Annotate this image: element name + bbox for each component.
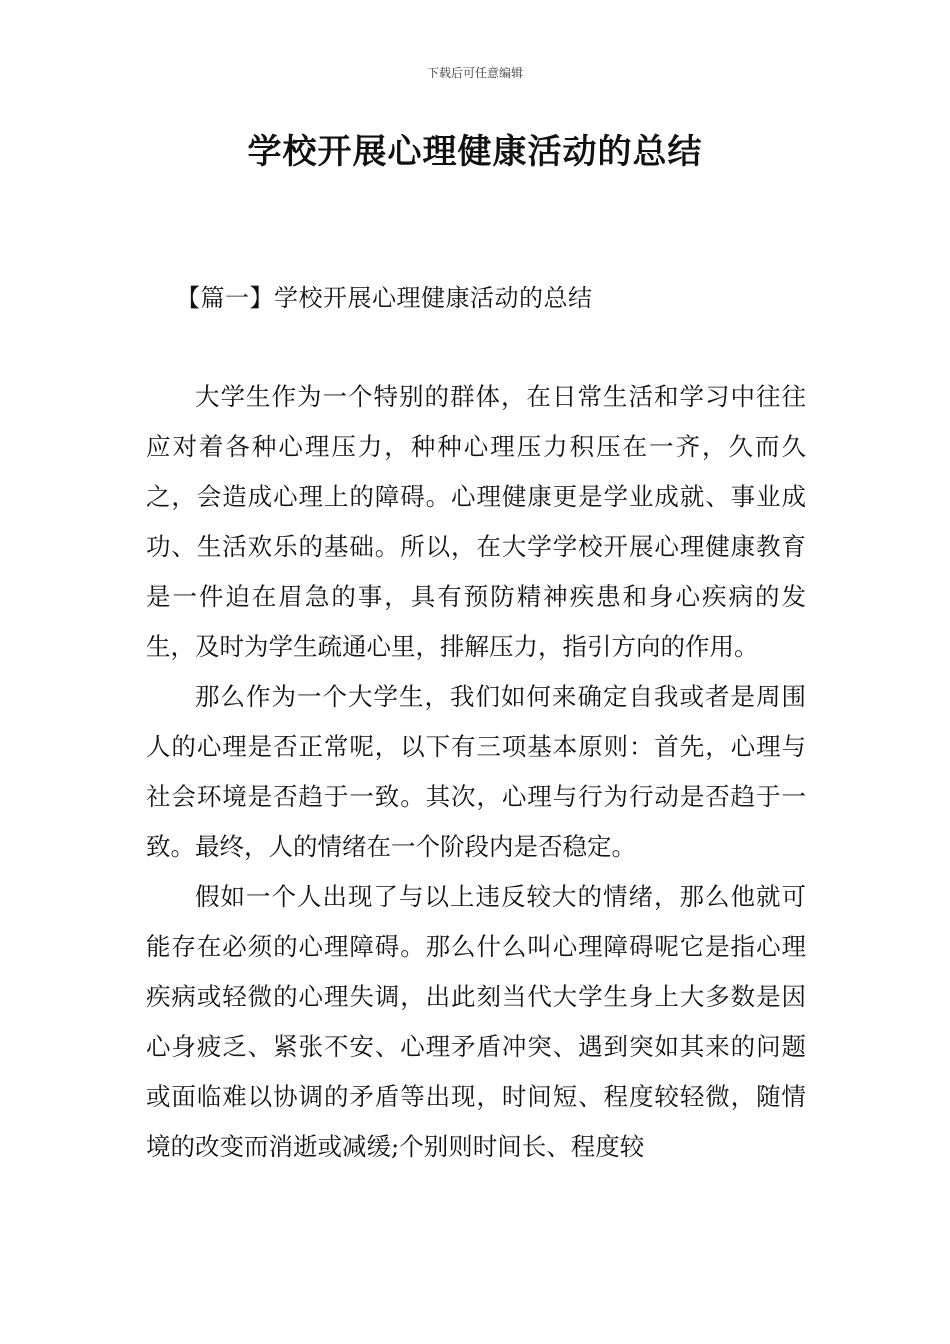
paragraph: 那么作为一个大学生，我们如何来确定自我或者是周围人的心理是否正常呢，以下有三项基本原则：首先，心理与社会环境是否趋于一致。其次，心理与行为行动是否趋于一致。最终，人的情绪在一个阶段内是否稳定。 [146, 682, 806, 861]
header-note: 下载后可任意编辑 [426, 66, 523, 80]
body-text [146, 372, 806, 1172]
section-heading: 【篇一】学校开展心理健康活动的总结 [176, 284, 593, 312]
page-title: 学校开展心理健康活动的总结 [247, 132, 703, 172]
paragraph: 大学生作为一个特别的群体，在日常生活和学习中往往应对着各种心理压力，种种心理压力积压在一齐，久而久之，会造成心理上的障碍。心理健康更是学业成就、事业成功、生活欢乐的基础。所以，在大学学校开展心理健康教育是一件迫在眉急的事，具有预防精神疾患和身心疾病的发生，及时为学生疏通心里，排解压力，指引方向的作用。 [146, 382, 806, 661]
paragraph: 假如一个人出现了与以上违反较大的情绪，那么他就可能存在必须的心理障碍。那么什么叫心理障碍呢它是指心理疾病或轻微的心理失调，出此刻当代大学生身上大多数是因心身疲乏、紧张不安、心理矛盾冲突、遇到突如其来的问题或面临难以协调的矛盾等出现，时间短、程度较轻微，随情境的改变而消逝或减缓;个别则时间长、程度较 [146, 882, 806, 1161]
